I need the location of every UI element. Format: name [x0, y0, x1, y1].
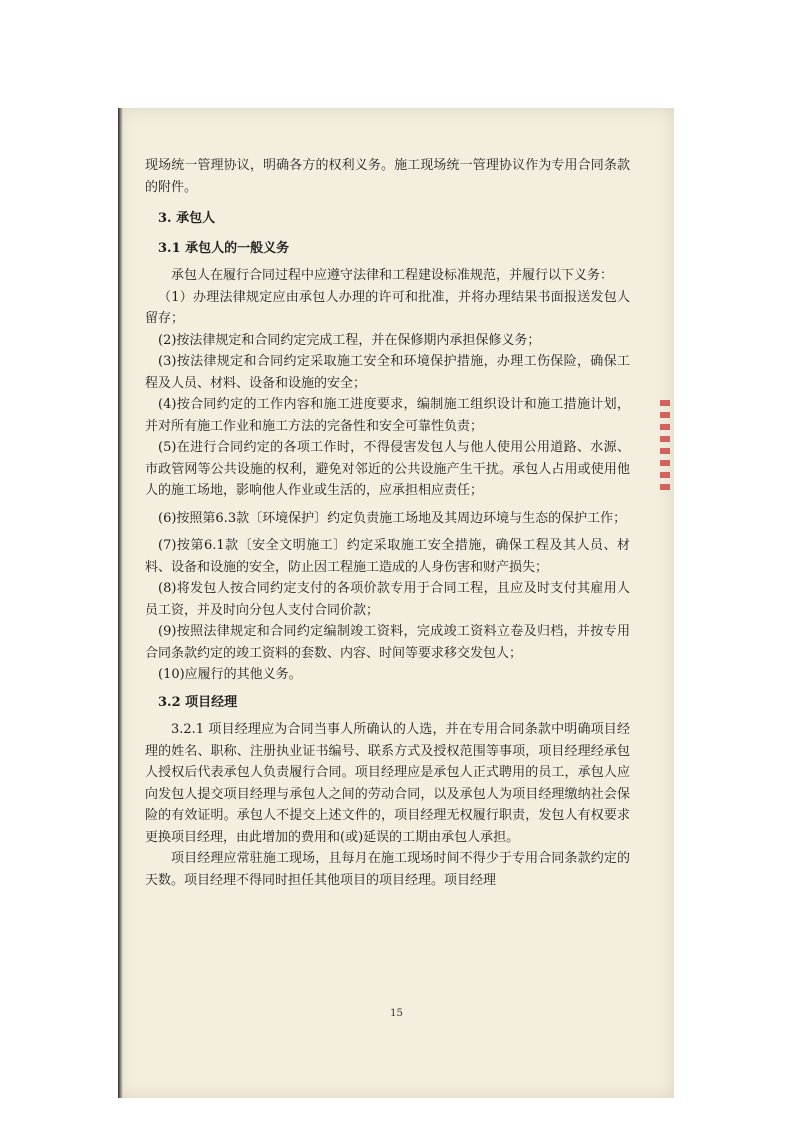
list-item: (5)在进行合同约定的各项工作时，不得侵害发包人与他人使用公用道路、水源、市政管网等公共设施的权利，避免对邻近的公共设施产生干扰。承包人占用或使用他人的施工场地，影响他人作业或生活的，应承担相应责任；	[145, 440, 630, 498]
list-item: (8)将发包人按合同约定支付的各项价款专用于合同工程，且应及时支付其雇用人员工资，并及时向分包人支付合同价款；	[145, 581, 630, 618]
list-item: (3)按法律规定和合同约定采取施工安全和环境保护措施，办理工伤保险，确保工程及人员、材料、设备和设施的安全；	[145, 354, 630, 391]
list-item: （1）办理法律规定应由承包人办理的许可和批准，并将办理结果书面报送发包人留存；	[145, 289, 630, 326]
page-number: 15	[390, 1008, 403, 1019]
paragraph: 3.2.1 项目经理应为合同当事人所确认的人选，并在专用合同条款中明确项目经理的姓名、职称、注册执业证书编号、联系方式及授权范围等事项，项目经理经承包人授权后代表承包人负责履行合同。项目经理应是承包人正式聘用的员工，承包人应向发包人提交项目经理与承包人之间的劳动合同，以及承包人为项目经理缴纳社会保险的有效证明。承包人不提交上述文件的，项目经理无权履行职责，发包人有权要求更换项目经理，由此增加的费用和(或)延误的工期由承包人承担。	[145, 722, 630, 845]
red-stamp-mark	[660, 400, 670, 495]
list-item: (9)按照法律规定和合同约定编制竣工资料，完成竣工资料立卷及归档，并按专用合同条款约定的竣工资料的套数、内容、时间等要求移交发包人；	[145, 624, 630, 661]
paragraph: 项目经理应常驻施工现场，且每月在施工现场时间不得少于专用合同条款约定的天数。项目经理不得同时担任其他项目的项目经理。项目经理	[145, 851, 630, 888]
page-edge-shadow	[118, 108, 123, 1098]
subsection-heading: 3.1 承包人的一般义务	[158, 240, 290, 256]
list-item: (7)按第6.1款〔安全文明施工〕约定采取施工安全措施，确保工程及其人员、材料、设备和设施的安全，防止因工程施工造成的人身伤害和财产损失；	[145, 538, 630, 575]
list-item: (2)按法律规定和合同约定完成工程，并在保修期内承担保修义务；	[158, 332, 541, 348]
subsection-heading: 3.2 项目经理	[158, 694, 238, 710]
section-heading: 3. 承包人	[158, 211, 216, 226]
paragraph: 现场统一管理协议，明确各方的权利义务。施工现场统一管理协议作为专用合同条款的附件。	[145, 158, 630, 195]
list-item: (6)按照第6.3款〔环境保护〕约定负责施工场地及其周边环境与生态的保护工作；	[158, 510, 627, 526]
list-item: (10)应履行的其他义务。	[158, 667, 302, 682]
list-item: (4)按合同约定的工作内容和施工进度要求，编制施工组织设计和施工措施计划，并对所有施工作业和施工方法的完备性和安全可靠性负责；	[145, 397, 630, 434]
paragraph: 承包人在履行合同过程中应遵守法律和工程建设标准规范，并履行以下义务：	[171, 268, 614, 283]
document-body	[145, 155, 630, 891]
